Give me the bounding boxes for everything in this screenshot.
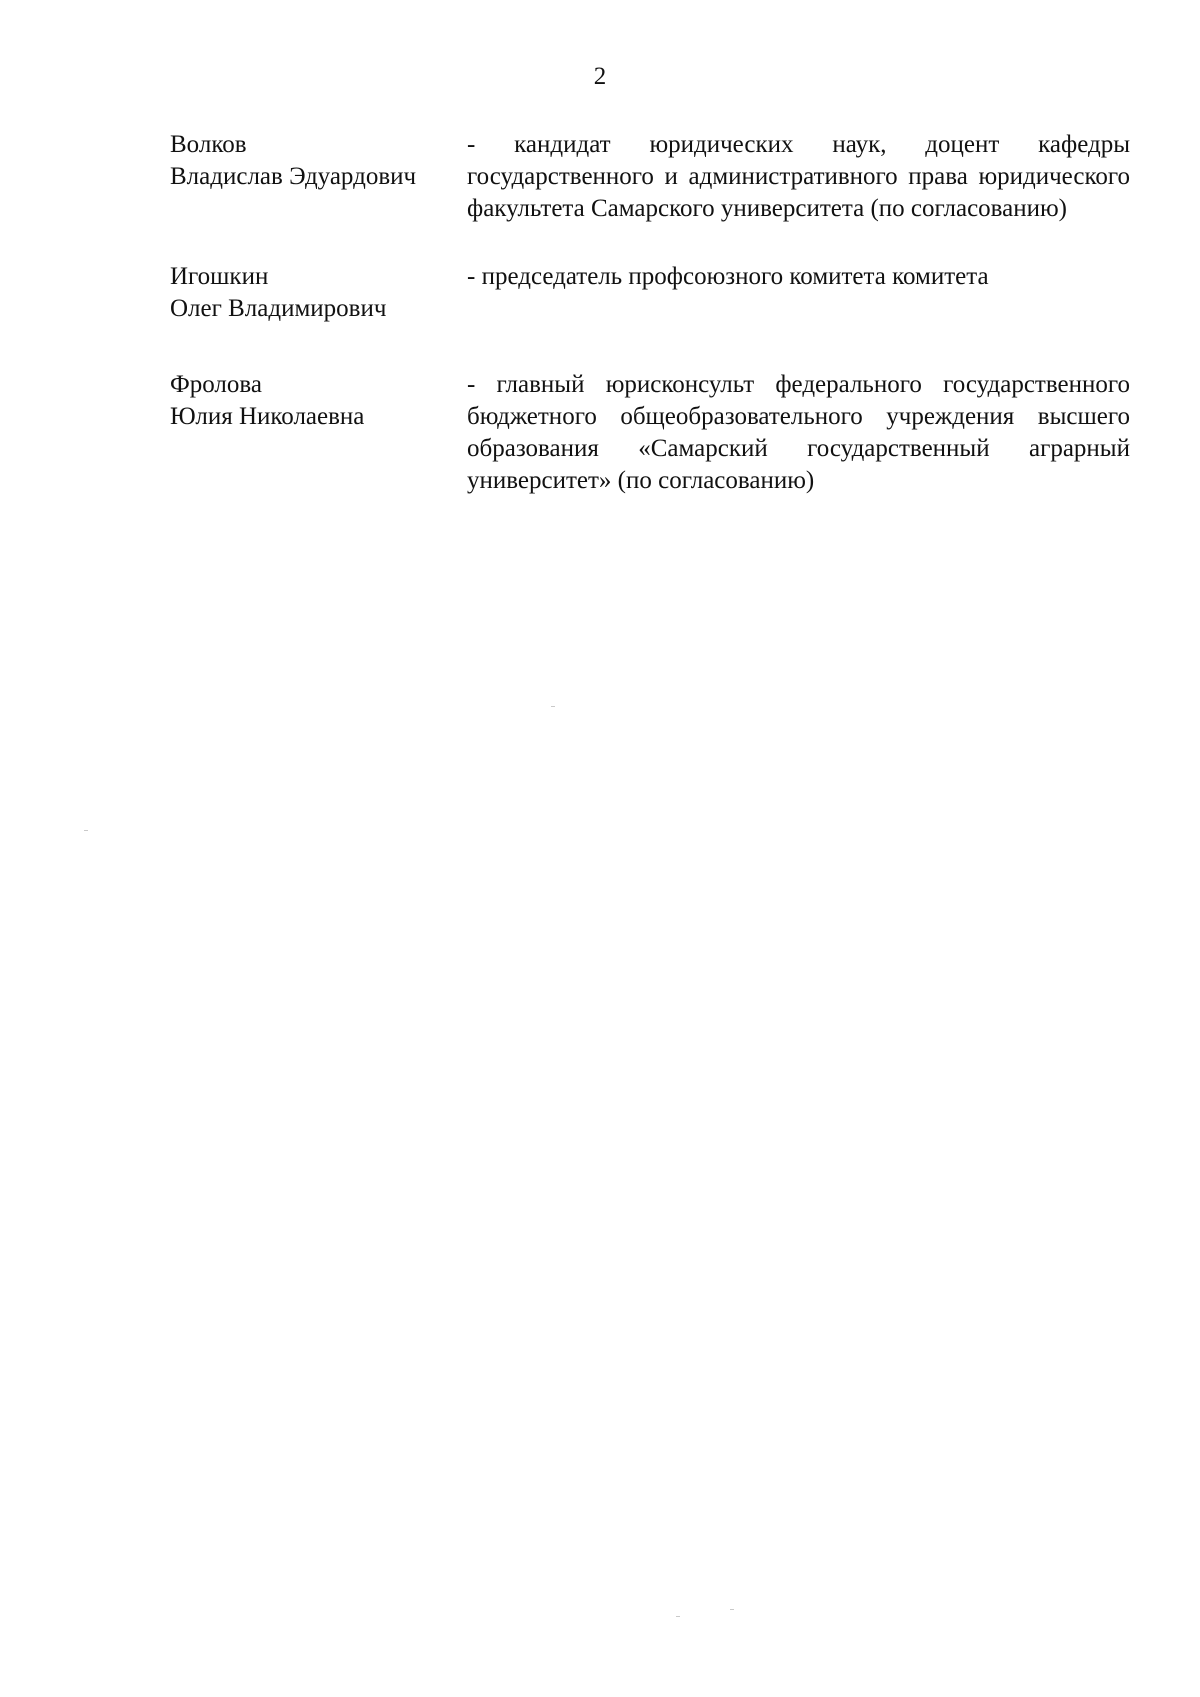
page-number: 2 bbox=[593, 63, 607, 90]
member-given-names: Юлия Николаевна bbox=[170, 403, 365, 430]
members-list bbox=[170, 129, 1130, 533]
member-description: - председатель профсоюзного комитета комитета bbox=[467, 263, 989, 290]
scan-speck bbox=[730, 1609, 734, 1610]
member-entry-volkov bbox=[170, 129, 1130, 225]
member-given-names: Владислав Эдуардович bbox=[170, 163, 417, 190]
member-entry-igoshkin bbox=[170, 261, 1130, 325]
member-given-names: Олег Владимирович bbox=[170, 295, 387, 322]
member-description: - главный юрисконсульт федерального государственного бюджетного общеобразовательного учреждения высшего образования «Самарский государственный аграрный университет» (по согласованию) bbox=[467, 371, 1130, 494]
member-name bbox=[170, 261, 467, 325]
member-surname: Волков bbox=[170, 131, 247, 158]
scan-speck bbox=[84, 830, 88, 831]
scan-speck bbox=[551, 706, 555, 707]
member-name bbox=[170, 369, 467, 433]
member-description: - кандидат юридических наук, доцент кафедры государственного и административного права юридического факультета Самарского университета (по согласованию) bbox=[467, 131, 1130, 222]
member-surname: Игошкин bbox=[170, 263, 269, 290]
member-name bbox=[170, 129, 467, 193]
member-entry-frolova bbox=[170, 369, 1130, 497]
member-surname: Фролова bbox=[170, 371, 262, 398]
scan-speck bbox=[676, 1616, 680, 1617]
